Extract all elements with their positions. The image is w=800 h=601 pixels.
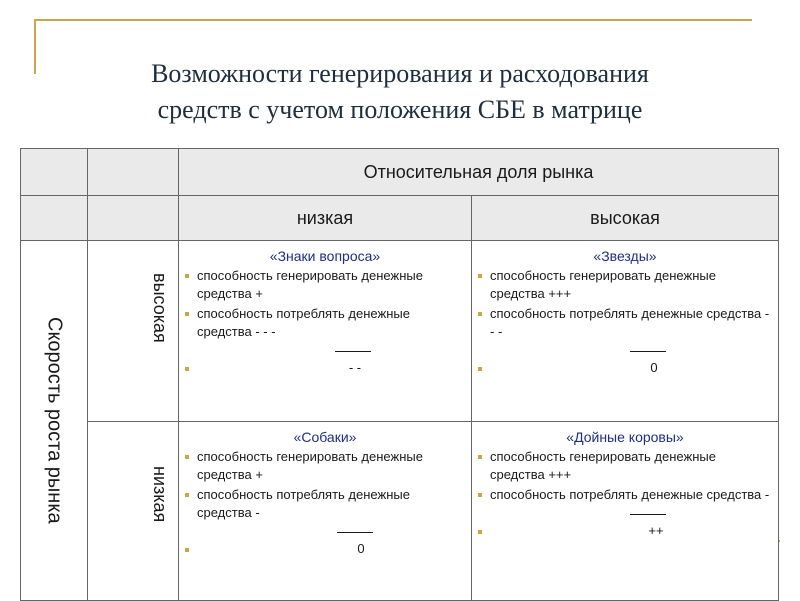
row-header-high xyxy=(88,241,179,422)
deco-left-line xyxy=(34,19,36,74)
corner-cell-b xyxy=(88,149,179,196)
score-bullet-mark xyxy=(185,548,189,552)
score-bullet-mark xyxy=(478,367,482,371)
corner-cell-c xyxy=(21,196,88,241)
column-group-header-text: Относительная доля рынка xyxy=(363,161,594,182)
bcg-matrix-table xyxy=(20,148,779,601)
net-score xyxy=(478,347,772,383)
generate-ability-item: способность генерировать денежные средства + xyxy=(185,267,465,303)
quadrant-title: «Знаки вопроса» xyxy=(269,248,381,264)
corner-cell-d xyxy=(88,196,179,241)
generate-ability-item: способность генерировать денежные средства +++ xyxy=(478,267,772,303)
generate-ability-item: способность генерировать денежные средства +++ xyxy=(478,448,772,484)
consume-ability-item: способность потреблять денежные средства - - - xyxy=(478,305,772,341)
row-header-low xyxy=(88,422,179,601)
score-rule xyxy=(630,514,666,515)
net-score xyxy=(478,510,772,546)
score-rule xyxy=(335,351,371,352)
generate-ability-item: способность генерировать денежные средства + xyxy=(185,448,465,484)
quadrant-title: «Звезды» xyxy=(593,248,657,264)
net-score xyxy=(185,347,465,383)
quadrant-stars xyxy=(472,241,779,422)
row-header-high-text: высокая xyxy=(150,273,170,343)
row-group-header-text: Скорость роста рынка xyxy=(43,317,66,524)
corner-cell-a xyxy=(21,149,88,196)
score-value: 0 xyxy=(357,541,365,556)
score-value: ++ xyxy=(648,523,664,538)
row-group-header xyxy=(21,241,88,601)
quadrant-title: «Собаки» xyxy=(293,429,357,445)
slide-title xyxy=(70,56,730,128)
column-header-high xyxy=(472,196,779,241)
score-value: 0 xyxy=(650,360,658,375)
title-line-2: средств с учетом положения СБЕ в матрице xyxy=(157,95,643,124)
score-value: - - xyxy=(348,360,362,375)
quadrant-cash-cows xyxy=(472,422,779,601)
consume-ability-item: способность потреблять денежные средства - xyxy=(478,486,772,504)
quadrant-dogs xyxy=(179,422,472,601)
row-header-low-text: низкая xyxy=(150,466,170,523)
deco-top-line xyxy=(34,19,752,21)
quadrant-question-marks xyxy=(179,241,472,422)
score-bullet-mark xyxy=(185,367,189,371)
score-rule xyxy=(630,351,666,352)
column-header-low-text: низкая xyxy=(296,207,354,228)
column-header-low xyxy=(179,196,472,241)
quadrant-title: «Дойные коровы» xyxy=(566,429,684,445)
consume-ability-item: способность потреблять денежные средства - xyxy=(185,486,465,522)
column-header-high-text: высокая xyxy=(590,207,660,228)
consume-ability-item: способность потреблять денежные средства - - - xyxy=(185,305,465,341)
score-bullet-mark xyxy=(478,530,482,534)
net-score xyxy=(185,528,465,564)
column-group-header xyxy=(179,149,779,196)
score-rule xyxy=(337,532,373,533)
title-line-1: Возможности генерирования и расходования xyxy=(151,59,649,88)
